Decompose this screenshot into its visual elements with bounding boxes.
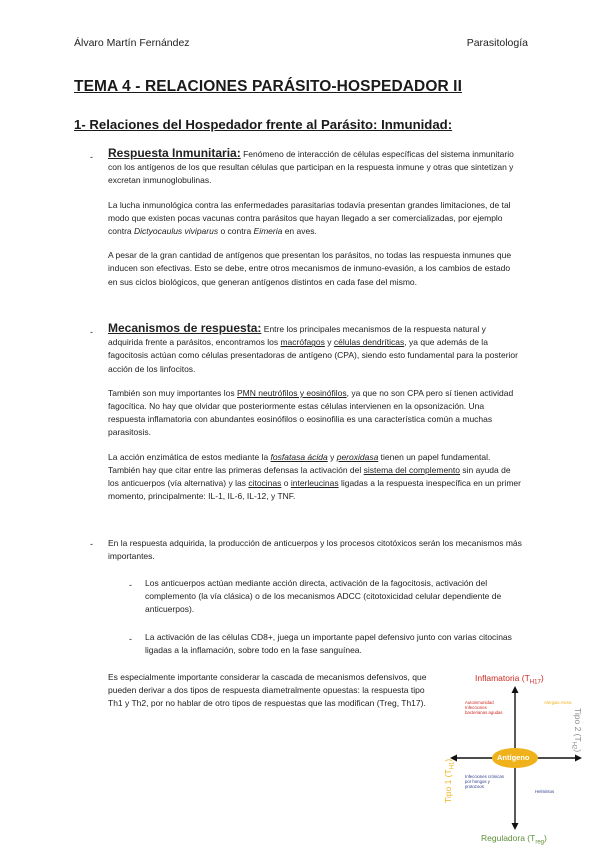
sub-bullet-marker: - [129,634,132,644]
axis-label-left: Tipo 1 $(T_{H1})$ [443,758,456,803]
quadrant-top-right: Alergias Asma [544,700,572,705]
mecanismos-text-3c: y [327,451,337,462]
adquirida-text: En la respuesta adquirida, la producción de anticuerpos y los procesos citotóxicos serán los mecanismos más importantes. [108,538,522,562]
respuesta-text-2c: o contra [218,226,254,237]
species-eimeria: Eimeria [253,226,283,237]
arrow-left-icon [450,755,457,762]
term-complemento: sistema del complemento [363,464,460,475]
bullet-marker: - [90,152,93,162]
term-interleucinas: interleucinas [290,478,339,489]
term-macrofagos: macrófagos [280,337,325,348]
section-heading: 1- Relaciones del Hospedador frente al Parásito: Inmunidad: [74,117,453,132]
term-fosfatasa: fosfatasa ácida [270,451,328,462]
quadrant-top-left: Autoinmunidad Infecciones bacterianas agudas [465,700,503,715]
mecanismos-text-3k: ligadas a la respuesta inespecífica en un primer momento, principalmente: IL-1, IL-6, IL-12, y TNF. [108,478,521,502]
axis-label-top: Inflamatoria $(T_{H17})$ [475,673,544,686]
species-dictyocaulus: Dictyocaulus viviparus [134,226,219,237]
respuesta-text-2a: La lucha inmunológica contra las enfermedades parasitarias todavía presentan grandes limitaciones, de tal modo que existen pocas vacunas contra parásitos que hayan llegado a ser comercializadas, por ejemplo contra [108,199,511,237]
mecanismos-paragraph-1 [108,322,522,376]
mecanismos-text-3g: sin ayuda de los anticuerpos (vía alternativa) y las [108,464,511,489]
bullet-marker: - [90,539,93,549]
header-author: Álvaro Martín Fernández [74,37,190,49]
mecanismos-text-2a: También son muy importantes los [108,387,237,398]
mecanismos-text-1e: , ya que además de la fagocitosis actúan como células presentadoras de antígeno (CPA), siendo esto fundamental para la posterior acción de los linfocitos. [108,337,518,374]
mecanismos-term: Mecanismos de respuesta: [108,321,262,335]
mecanismos-text-1c: y [324,337,334,348]
term-citocinas: citocinas [248,478,282,489]
term-celulas-dendriticas: células dendríticas [333,337,405,348]
bullet-marker: - [90,327,93,337]
respuesta-text-1: Fenómeno de interacción de células específicas del sistema inmunitario con los antígenos de los que resultan células que participan en la respuesta inmune y otras que sintetizan y excretan inmunoglobulinas. [108,149,514,186]
mecanismos-block [108,322,522,514]
axis-label-right: Tipo 2 $(T_{H2})$ [570,708,583,753]
arrow-down-icon [512,823,519,830]
mecanismos-text-3i: o [281,478,291,489]
mecanismos-paragraph-3 [108,451,522,504]
respuesta-paragraph-2 [108,199,520,239]
mecanismos-paragraph-2 [108,387,522,440]
header-subject: Parasitología [466,37,528,49]
quadrant-bottom-left: Infecciones crónicas por hongos y protozoos [465,774,504,789]
axis-label-bottom: Reguladora $(T_{reg})$ [481,833,547,846]
term-pmn: PMN neutrófilos y eosinófilos [236,387,347,398]
respuesta-term: Respuesta Inmunitaria: [108,146,241,160]
quadrant-bottom-right: Helmintos [535,789,555,794]
mecanismos-text-3e: tienen un papel fundamental. También hay que citar entre las primeras defensas la activación del [108,451,491,475]
page-title: TEMA 4 - RELACIONES PARÁSITO-HOSPEDADOR II [74,78,462,95]
th-response-diagram [437,670,593,846]
term-peroxidasa: peroxidasa [336,451,379,462]
mecanismos-text-3a: La acción enzimática de estos mediante la [108,451,271,462]
adquirida-sub-1: Los anticuerpos actúan mediante acción directa, activación de la fagocitosis, activación del complemento (la vía clásica) o de los mecanismos ADCC (citotoxicidad celular dependiente de anticuerpos). [145,578,502,615]
arrow-right-icon [575,755,582,762]
respuesta-paragraph-3: A pesar de la gran cantidad de antígenos que presentan los parásitos, no todas las respuesta inmunes que inducen son efectivas. Esto se debe, entre otros mecanismos de inmuno-evasión, a los cambios de estado en sus ciclos biológicos, que generan antígenos distintos en cada fase del mismo. [108,250,512,287]
mecanismos-text-2c: , ya que no son CPA pero sí tienen actividad fagocítica. No hay que olvidar que posteriormente estas células intervienen en la opsonización. Una respuesta inflamatoria con abundantes eosinófilos o eosinofilia es una característica común a muchas parasitosis. [108,387,514,438]
cascada-paragraph: Es especialmente importante considerar la cascada de mecanismos defensivos, que pueden derivar a dos tipos de respuesta diametralmente opuestas: la respuesta tipo Th1 y Th2, por no hablar de otro tipos de respuestas que las modifican (Treg, Th17). [108,672,427,709]
mecanismos-text-1a: Entre los principales mecanismos de la respuesta natural y adquirida frente a parásitos, encontramos los [108,324,486,348]
antigen-label: Antígeno [497,753,530,762]
respuesta-block [108,147,520,300]
sub-bullet-marker: - [129,580,132,590]
arrow-up-icon [512,686,519,693]
respuesta-paragraph-1 [108,147,520,188]
adquirida-sub-2: La activación de las células CD8+, juega un importante papel defensivo junto con varias citocinas ligadas a la inflamación, sobre todo en la fase sanguínea. [145,632,512,656]
respuesta-text-2e: en aves. [282,226,317,237]
